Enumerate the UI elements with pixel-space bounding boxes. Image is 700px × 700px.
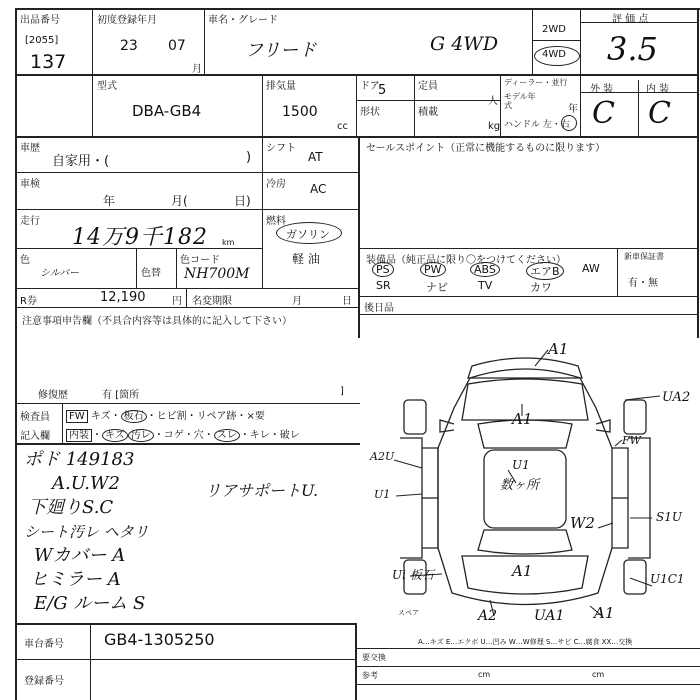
mark-u1c1: U1C1 xyxy=(650,572,685,586)
mark-w2: W2 xyxy=(570,514,595,532)
chassis-value: GB4-1305250 xyxy=(104,630,215,649)
interior-grade: C xyxy=(648,96,671,131)
rear-support-note: リアサポートU. xyxy=(205,481,319,500)
mark-a2u: A2U xyxy=(370,450,395,463)
inspector-item: キズ・ xyxy=(90,411,121,422)
exterior-grade: C xyxy=(592,96,615,131)
equipment-tv: TV xyxy=(478,279,493,292)
meigi-month: 月 xyxy=(292,296,302,307)
fuel-gas: ガソリン xyxy=(286,228,330,241)
note-line: シート汚レ ヘタリ xyxy=(24,523,149,541)
equipment-label: 装備品（純正品に限り〇をつけてください） xyxy=(366,255,566,266)
legend-cm-1: cm xyxy=(478,670,491,679)
first-reg-label: 初度登録年月 xyxy=(97,15,157,26)
type-label: 型式 xyxy=(97,81,117,92)
note-line: 下廻りS.C xyxy=(28,497,114,518)
mark-u1-roof: U1 xyxy=(512,458,530,472)
note-line: ポド 149183 xyxy=(24,449,135,470)
note-line: Wカバー A xyxy=(34,545,126,566)
mark-ua2: UA2 xyxy=(662,390,691,405)
score-label: 評 価 点 xyxy=(612,14,649,25)
mark-ua1: UA1 xyxy=(534,608,565,624)
equipment-abs: ABS xyxy=(470,262,500,277)
mark-a2: A2 xyxy=(478,608,498,624)
legend-cm-2: cm xyxy=(592,670,605,679)
shaken-day: 日) xyxy=(234,194,251,208)
entry-dirt: 汚レ xyxy=(128,429,154,442)
type-value: DBA-GB4 xyxy=(132,102,202,120)
load-label: 積載 xyxy=(418,107,438,118)
kg-unit: kg xyxy=(488,121,501,132)
yen-unit: 円 xyxy=(172,296,182,307)
sales-point-label: セールスポイント（正常に機能するものに限ります） xyxy=(366,143,606,154)
shape-label: 形状 xyxy=(360,107,380,118)
doors: 5 xyxy=(378,83,387,98)
mark-ui-stone: Ui 板石 xyxy=(392,568,434,582)
color-change-label: 色替 xyxy=(141,268,161,279)
person-unit: 人 xyxy=(488,96,498,107)
model-name: フリード xyxy=(245,40,317,61)
mark-roof-note: 数ヶ所 xyxy=(500,478,540,493)
equipment-sr: SR xyxy=(376,279,391,292)
dealer-label: ディーラー・並行 xyxy=(504,78,568,87)
lot-label: 出品番号 xyxy=(20,15,60,26)
color-value: シルバー xyxy=(40,268,80,279)
inspector-label: 検査員 xyxy=(20,412,50,423)
recycle-label: R券 xyxy=(20,296,37,307)
handle-circle xyxy=(561,115,577,131)
shaken-year: 年 xyxy=(103,194,116,208)
note-line: ヒミラー A xyxy=(30,569,121,590)
lot-small-number: [2055] xyxy=(25,35,59,46)
doors-label: ドア xyxy=(360,81,380,92)
model-name-label: 車名・グレード xyxy=(208,15,278,26)
shaken-label: 車検 xyxy=(20,179,40,190)
equipment-leather: カワ xyxy=(530,281,552,294)
entry-rest: ・キレ・破レ xyxy=(239,430,300,441)
entry-mid: ・コゲ・穴・ xyxy=(153,430,214,441)
entry-scratch: キズ xyxy=(102,429,128,442)
inspector-circled: 板石 xyxy=(121,410,147,423)
grade: G 4WD xyxy=(430,33,499,55)
reg-year: 23 xyxy=(120,38,138,54)
inspector-fw: FW xyxy=(66,410,88,423)
handle-label: ハンドル 左・右 xyxy=(504,120,570,130)
meigi-day: 日 xyxy=(342,296,352,307)
inspector-row xyxy=(66,407,265,422)
legend-row-exchange: 要交換 xyxy=(362,653,386,662)
entry-wear: スレ xyxy=(214,429,240,442)
equipment-airbag: エアB xyxy=(526,262,564,280)
km-unit: km xyxy=(222,238,235,247)
equipment-navi: ナビ xyxy=(426,281,448,294)
note-label: 後日品 xyxy=(364,303,394,314)
mark-s1u: S1U xyxy=(656,510,682,524)
warranty-value: 有・無 xyxy=(628,278,658,289)
color-code: NH700M xyxy=(184,266,250,282)
cc-unit: cc xyxy=(337,121,348,132)
equipment-pw: PW xyxy=(420,262,446,277)
shift-value: AT xyxy=(308,150,323,164)
displacement: 1500 xyxy=(282,104,318,120)
equipment-aw: AW xyxy=(582,262,600,275)
shaken-month: 月( xyxy=(171,194,188,208)
fuel-label: 燃料 xyxy=(266,216,286,227)
recycle-value: 12,190 xyxy=(100,290,146,305)
exterior-label: 外 装 xyxy=(590,84,614,95)
usage-close: ) xyxy=(246,150,252,165)
repair-value: 有 [箇所 xyxy=(102,390,140,401)
warranty-label: 新車保証書 xyxy=(624,252,664,261)
mileage-label: 走行 xyxy=(20,216,40,227)
entry-dot: ・ xyxy=(92,430,102,441)
mark-spare: スペア xyxy=(398,609,419,617)
repair-label: 修復歴 xyxy=(38,390,68,401)
mark-a1-rear: A1 xyxy=(512,562,533,580)
mark-a1-front: A1 xyxy=(548,340,569,358)
reg-number-label: 登録番号 xyxy=(24,676,64,687)
interior-label: 内 装 xyxy=(646,84,670,95)
inspector-rest: ・ヒビ割・リペア跡・×要 xyxy=(146,411,265,422)
equipment-ps: PS xyxy=(372,262,394,277)
model-year-label: モデル年式 xyxy=(504,92,536,110)
mark-a1-bonnet: A1 xyxy=(512,410,533,428)
displacement-label: 排気量 xyxy=(266,81,296,92)
entry-label: 記入欄 xyxy=(20,431,50,442)
drive-4wd: 4WD xyxy=(542,49,566,60)
reg-month: 07 xyxy=(168,38,186,54)
note-line: A.U.W2 xyxy=(52,473,120,494)
handwritten-notes xyxy=(24,448,149,616)
fuel-light: 軽 油 xyxy=(292,252,320,266)
aircon-label: 冷房 xyxy=(266,179,286,190)
usage-label: 車歴 xyxy=(20,143,40,154)
usage-value: 自家用・( xyxy=(52,154,110,169)
shift-label: シフト xyxy=(266,143,296,154)
entry-row xyxy=(66,426,300,441)
mark-u1-left: U1 xyxy=(374,488,391,501)
capacity-label: 定員 xyxy=(418,81,438,92)
notice-label: 注意事項申告欄（不具合内容等は具体的に記入して下さい） xyxy=(22,316,292,327)
color-label: 色 xyxy=(20,255,30,266)
mark-a1-right: A1 xyxy=(594,604,615,622)
color-code-label: 色コード xyxy=(180,255,220,266)
lot-number: 137 xyxy=(30,51,67,73)
chassis-label: 車台番号 xyxy=(24,639,64,650)
repair-close: ] xyxy=(340,386,344,397)
mileage: 14万9千182 xyxy=(72,225,208,250)
note-line: E/G ルーム S xyxy=(34,593,146,614)
reg-month-unit: 月 xyxy=(192,64,202,75)
drive-2wd: 2WD xyxy=(542,24,566,35)
year-unit: 年 xyxy=(568,104,578,115)
mark-fw: FW xyxy=(622,434,641,447)
score: 3.5 xyxy=(607,30,658,68)
legend-row-reference: 参考 xyxy=(362,671,378,680)
meigi-label: 名変期限 xyxy=(192,296,232,307)
damage-legend: A…キズ E…エクボ U…凹み W…W修理 S…サビ C…腐食 XX…交換 xyxy=(418,638,633,646)
entry-interior: 内装 xyxy=(66,429,92,442)
aircon-value: AC xyxy=(310,182,327,196)
